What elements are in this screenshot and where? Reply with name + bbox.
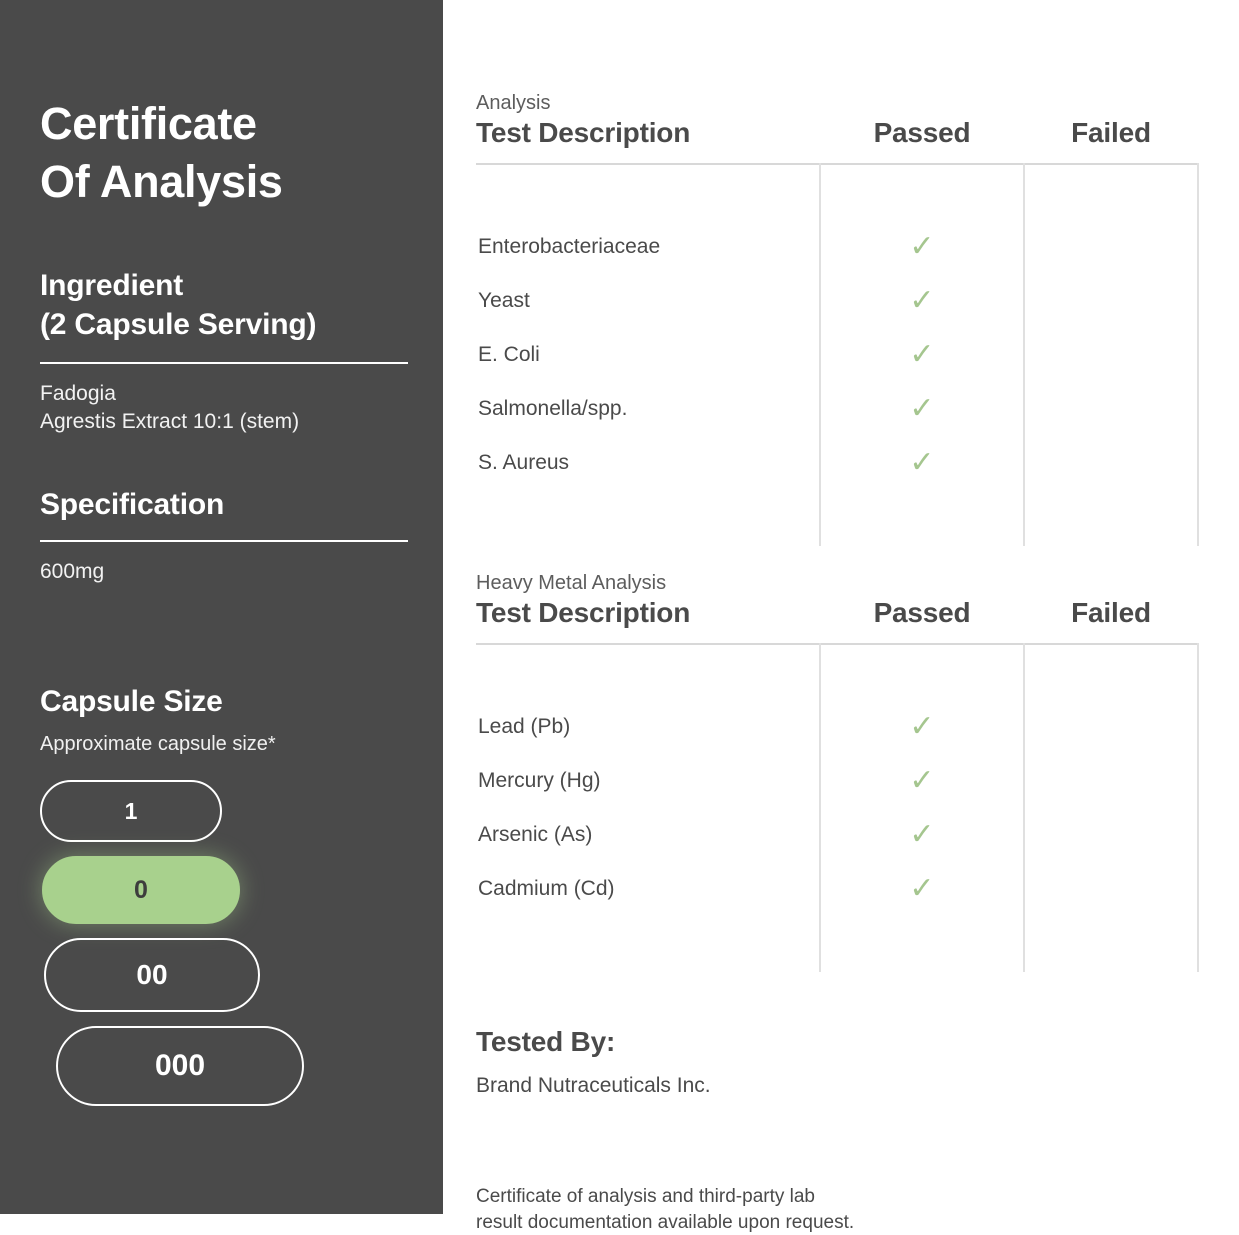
heavy-metal-tail-gap [476, 916, 1198, 972]
capsule-size-option-00-label: 00 [136, 959, 168, 991]
analysis-row-1-passed [820, 274, 1024, 328]
page-title-line2: Of Analysis [40, 155, 283, 207]
heavy-metal-row-2-description: Arsenic (As) [478, 823, 593, 846]
specification-divider [40, 540, 408, 542]
table-row [476, 274, 1198, 328]
check-icon: ✓ [909, 710, 935, 743]
heavy-metal-head-gap [476, 644, 1198, 700]
analysis-row-2-passed [820, 328, 1024, 382]
heavy-metal-row-3-description: Cadmium (Cd) [478, 877, 615, 900]
tested-by-heading: Tested By: [476, 1026, 616, 1057]
capsule-size-option-0-label: 0 [134, 875, 148, 904]
heavy-metal-col-description: Test Description [476, 597, 691, 628]
specification-heading: Specification [40, 487, 225, 521]
analysis-row-3-passed [820, 382, 1024, 436]
table-gap [476, 546, 1199, 572]
heavy-metal-table-label: Heavy Metal Analysis [476, 572, 667, 594]
analysis-row-2-failed [1024, 328, 1198, 382]
capsule-size-option-0-selected[interactable] [42, 856, 240, 924]
analysis-row-4-failed [1024, 436, 1198, 490]
analysis-table-label: Analysis [476, 92, 551, 114]
analysis-tail-gap [476, 490, 1198, 546]
check-icon: ✓ [909, 284, 935, 317]
heavy-metal-row-0-failed [1024, 700, 1198, 754]
analysis-row-3-description: Salmonella/spp. [478, 397, 628, 420]
analysis-content [443, 0, 1239, 1233]
analysis-table [476, 117, 1199, 546]
heavy-metal-row-1-passed [820, 754, 1024, 808]
heavy-metal-row-3-passed [820, 862, 1024, 916]
capsule-size-heading: Capsule Size [40, 685, 223, 719]
ingredient-heading-line1: Ingredient [40, 269, 184, 303]
analysis-row-1-failed [1024, 274, 1198, 328]
table-row [476, 328, 1198, 382]
heavy-metal-row-0-description: Lead (Pb) [478, 715, 571, 738]
ingredient-value-line1: Fadogia [40, 382, 116, 406]
capsule-size-option-1[interactable] [40, 780, 222, 842]
heavy-metal-col-failed: Failed [1071, 597, 1151, 628]
ingredient-heading [40, 266, 403, 344]
table-row [476, 382, 1198, 436]
specification-value: 600mg [40, 559, 105, 583]
capsule-size-option-1-label: 1 [124, 797, 138, 824]
analysis-row-0-description: Enterobacteriaceae [478, 235, 661, 258]
check-icon: ✓ [909, 818, 935, 851]
capsule-size-option-000[interactable] [56, 1026, 304, 1106]
analysis-col-description: Test Description [476, 117, 691, 148]
analysis-row-1-description: Yeast [478, 289, 530, 312]
analysis-row-0-passed [820, 220, 1024, 274]
capsule-size-option-00[interactable] [44, 938, 260, 1012]
footnote-line2: result documentation available upon request. [476, 1211, 855, 1233]
footnote-line1: Certificate of analysis and third-party lab [476, 1186, 815, 1207]
heavy-metal-row-2-failed [1024, 808, 1198, 862]
check-icon: ✓ [909, 872, 935, 905]
ingredient-divider [40, 362, 408, 364]
check-icon: ✓ [909, 392, 935, 425]
heavy-metal-row-0-passed [820, 700, 1024, 754]
heavy-metal-row-2-passed [820, 808, 1024, 862]
check-icon: ✓ [909, 764, 935, 797]
heavy-metal-row-1-description: Mercury (Hg) [478, 769, 601, 792]
analysis-row-4-passed [820, 436, 1024, 490]
table-row [476, 436, 1198, 490]
table-row [476, 754, 1198, 808]
analysis-head-gap [476, 164, 1198, 220]
ingredient-value [40, 380, 403, 435]
page-title-line1: Certificate [40, 98, 257, 149]
heavy-metal-row-1-failed [1024, 754, 1198, 808]
page-title [40, 95, 403, 210]
analysis-row-3-failed [1024, 382, 1198, 436]
ingredient-value-line2: Agrestis Extract 10:1 (stem) [40, 409, 300, 433]
analysis-row-0-failed [1024, 220, 1198, 274]
table-row [476, 220, 1198, 274]
tested-by-name: Brand Nutraceuticals Inc. [476, 1074, 711, 1097]
check-icon: ✓ [909, 446, 935, 479]
heavy-metal-col-passed: Passed [873, 597, 971, 628]
capsule-size-note: Approximate capsule size* [40, 733, 276, 756]
table-row [476, 700, 1198, 754]
table-row [476, 808, 1198, 862]
table-row [476, 862, 1198, 916]
heavy-metal-table-header-row [476, 597, 1198, 644]
analysis-row-2-description: E. Coli [478, 343, 540, 366]
capsule-size-option-000-label: 000 [154, 1049, 206, 1083]
footnote [476, 1184, 1199, 1235]
analysis-col-failed: Failed [1071, 117, 1151, 148]
ingredient-heading-line2: (2 Capsule Serving) [40, 308, 317, 342]
check-icon: ✓ [909, 338, 935, 371]
sidebar [0, 0, 443, 1214]
analysis-col-passed: Passed [873, 117, 971, 148]
heavy-metal-row-3-failed [1024, 862, 1198, 916]
capsule-size-options [40, 780, 403, 1106]
analysis-row-4-description: S. Aureus [478, 451, 570, 474]
analysis-table-header-row [476, 117, 1198, 164]
heavy-metal-table [476, 597, 1199, 972]
check-icon: ✓ [909, 230, 935, 263]
